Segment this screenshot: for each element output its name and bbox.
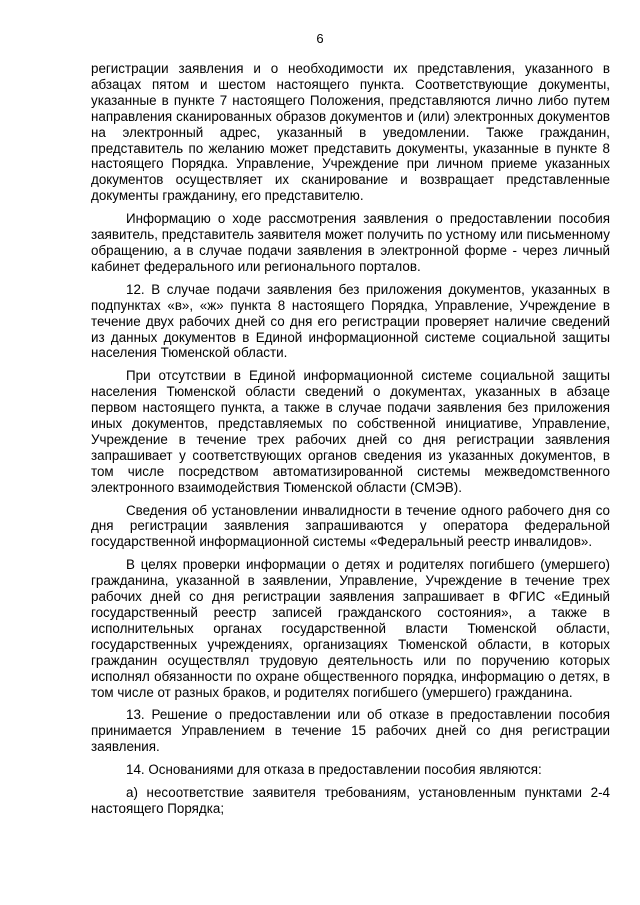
document-body [91,61,610,824]
paragraph-interagency-request: При отсутствии в Единой информационной системе социальной защиты населения Тюменской области сведений о документах, указанных в абзаце первом настоящего пункта, а также в случае подачи заявления без приложения иных документов, представляемых по собственной инициативе, Управление, Учреждение в течение трех рабочих дней со дня регистрации заявления запрашивает у соответствующих органов сведения из указанных документов, в том числе посредством автоматизированной системы межведомственного электронного взаимодействия Тюменской области (СМЭВ). [91,368,610,495]
paragraph-clause-14: 14. Основаниями для отказа в предоставлении пособия являются: [126,762,542,778]
page-number: 6 [316,31,324,46]
paragraph-status-info: Информацию о ходе рассмотрения заявления о предоставлении пособия заявитель, представитель заявителя может получить по устному или письменному обращению, а в случае подачи заявления в электронной форме - через личный кабинет федерального или регионального порталов. [91,211,610,274]
paragraph-clause-13: 13. Решение о предоставлении или об отказе в предоставлении пособия принимается Управлением в течение 15 рабочих дней со дня регистрации заявления. [91,707,610,755]
paragraph-continuation: регистрации заявления и о необходимости их представления, указанного в абзацах пятом и шестом настоящего пункта. Соответствующие документы, указанные в пункте 7 настоящего Положения, представляются лично либо путем направления сканированных образов документов и (или) электронных документов на электронный адрес, указанный в уведомлении. Также гражданин, представитель по желанию может представить документы, указанные в пункте 8 настоящего Порядка. Управление, Учреждение при личном приеме указанных документов осуществляет их сканирование и возвращает представленные документы гражданину, его представителю. [91,61,610,204]
paragraph-children-parents-check: В целях проверки информации о детях и родителях погибшего (умершего) гражданина, указанной в заявлении, Управление, Учреждение в течение трех рабочих дней со дня регистрации заявления запрашивает в ФГИС «Единый государственный реестр записей гражданского состояния», а также в исполнительных органах государственной власти Тюменской области, государственных учреждениях, организациях Тюменской области, в которых гражданин осуществлял трудовую деятельность или по поручению которых исполнял обязанности по охране общественного порядка, информацию о детях, в том числе от разных браков, и родителях погибшего (умершего) гражданина. [91,557,610,700]
paragraph-clause-14a: а) несоответствие заявителя требованиям, установленным пунктами 2-4 настоящего Порядка; [91,785,610,816]
paragraph-disability-info: Сведения об установлении инвалидности в течение одного рабочего дня со дня регистрации заявления запрашиваются у оператора федеральной государственной информационной системы «Федеральный реестр инвалидов». [91,502,610,550]
paragraph-clause-12: 12. В случае подачи заявления без приложения документов, указанных в подпунктах «в», «ж» пункта 8 настоящего Порядка, Управление, Учреждение в течение двух рабочих дней со дня его регистрации проверяет наличие сведений из данных документов в Единой информационной системе социальной защиты населения Тюменской области. [91,281,610,361]
